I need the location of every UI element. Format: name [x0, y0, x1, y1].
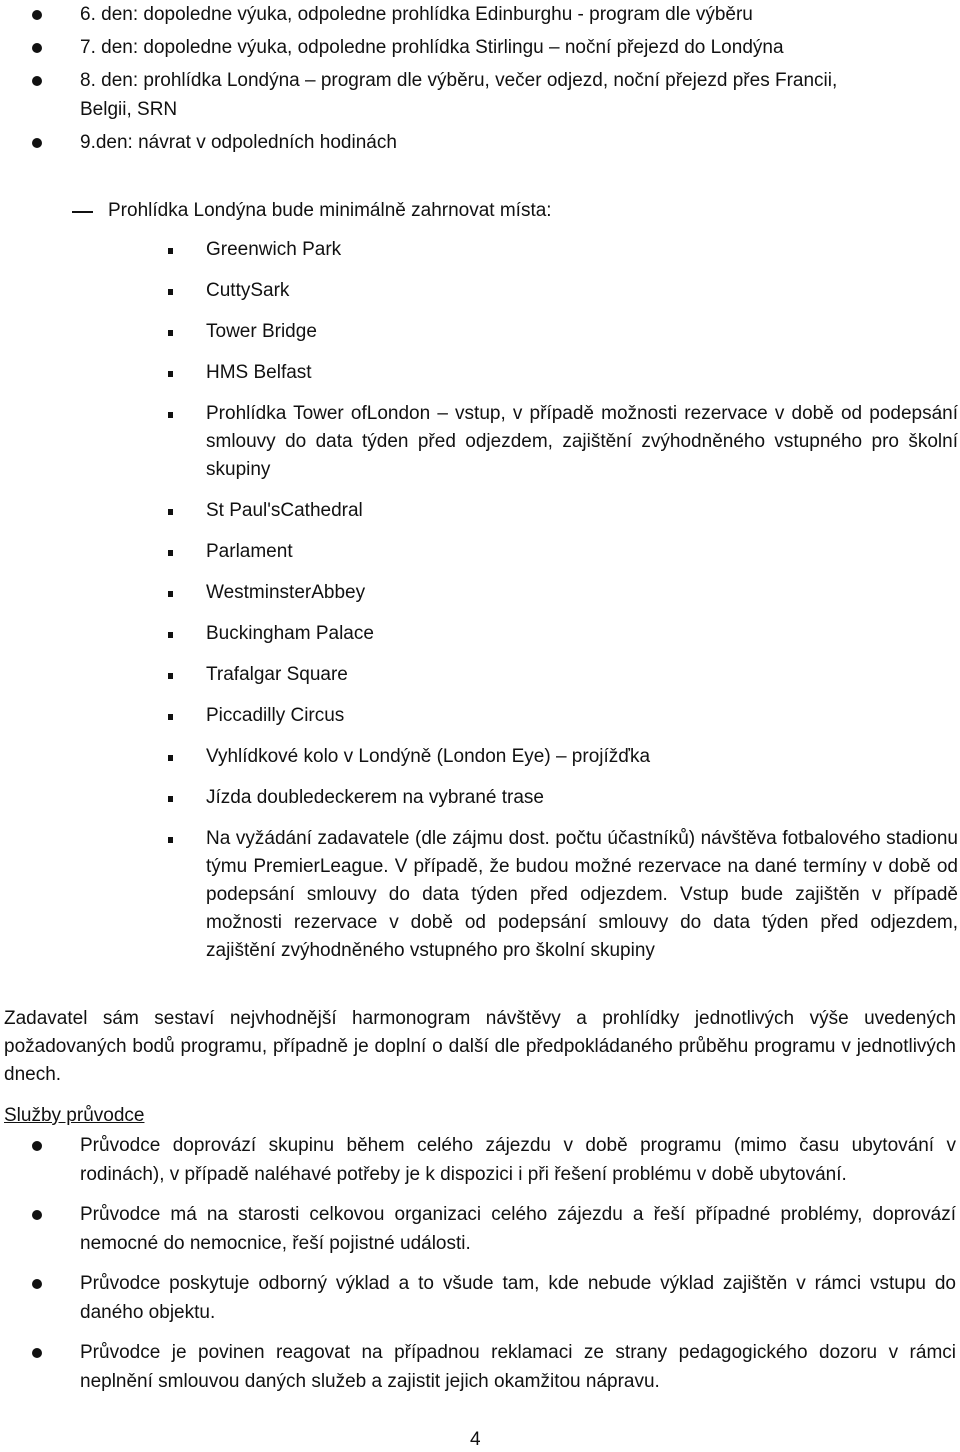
place-text: Jízda doubledeckerem na vybrané trase [206, 787, 544, 808]
square-bullet-icon [168, 673, 173, 679]
bullet-icon [32, 10, 42, 20]
list-item [0, 0, 960, 29]
bullet-icon [32, 1348, 42, 1358]
guide-text: Průvodce má na starosti celkovou organizaci celého zájezdu a řeší případné problémy, doprovází nemocné do nemocnice, řeší pojistné události. [80, 1204, 956, 1254]
list-item [168, 400, 958, 484]
place-text: Na vyžádání zadavatele (dle zájmu dost. počtu účastníků) návštěva fotbalového stadionu týmu PremierLeague. V případě, že budou možné rezervace na dané termíny v době od podepsání smlouvy do data týden před odjezdem. Vstup bude zajištěn v případě možnosti rezervace v době od podepsání smlouvy do data týden před odjezdem, zajištění zvýhodněného vstupného pro školní skupiny [206, 828, 958, 961]
list-item [168, 497, 958, 525]
square-bullet-icon [168, 371, 173, 377]
london-places-list [168, 236, 958, 978]
bullet-icon [32, 138, 42, 148]
guide-section-title: Služby průvodce [4, 1105, 145, 1126]
place-text: Trafalgar Square [206, 664, 348, 685]
list-item [168, 784, 958, 812]
place-text: HMS Belfast [206, 362, 312, 383]
list-item [0, 1200, 960, 1258]
place-text: Tower Bridge [206, 321, 317, 342]
place-text: St Paul'sCathedral [206, 500, 363, 521]
day-text: 8. den: prohlídka Londýna – program dle výběru, večer odjezd, noční přejezd přes Francii, Belgii, SRN [80, 70, 838, 120]
list-item [0, 1338, 960, 1396]
day-program-list [0, 0, 960, 157]
square-bullet-icon [168, 289, 173, 295]
square-bullet-icon [168, 714, 173, 720]
list-item [0, 1269, 960, 1327]
list-item [168, 538, 958, 566]
square-bullet-icon [168, 550, 173, 556]
list-item [168, 236, 958, 264]
guide-text: Průvodce doprovází skupinu během celého zájezdu v době programu (mimo času ubytování v rodinách), v případě naléhavé potřeby je k dispozici i při řešení problému v době ubytování. [80, 1135, 956, 1185]
list-item [168, 318, 958, 346]
list-item [168, 579, 958, 607]
guide-text: Průvodce poskytuje odborný výklad a to všude tam, kde nebude výklad zajištěn v rámci vstupu do daného objektu. [80, 1273, 956, 1323]
bullet-icon [32, 76, 42, 86]
bullet-icon [32, 1279, 42, 1289]
place-text: Buckingham Palace [206, 623, 374, 644]
square-bullet-icon [168, 509, 173, 515]
list-item [0, 128, 960, 157]
square-bullet-icon [168, 837, 173, 843]
place-text: Greenwich Park [206, 239, 342, 260]
list-item [168, 359, 958, 387]
list-item [0, 33, 960, 62]
list-item [168, 620, 958, 648]
square-bullet-icon [168, 755, 173, 761]
list-item [168, 702, 958, 730]
london-intro-text: Prohlídka Londýna bude minimálně zahrnovat místa: [108, 200, 552, 221]
place-text: Prohlídka Tower ofLondon – vstup, v případě možnosti rezervace v době od podepsání smlouvy do data týden před odjezdem, zajištění zvýhodněného vstupného pro školní skupiny [206, 403, 958, 480]
list-item [168, 825, 958, 965]
day-text: 9.den: návrat v odpoledních hodinách [80, 132, 397, 153]
guide-text: Průvodce je povinen reagovat na případnou reklamaci ze strany pedagogického dozoru v rámci neplnění smlouvou daných služeb a zajistit jejich okamžitou nápravu. [80, 1342, 956, 1392]
program-note: Zadavatel sám sestaví nejvhodnější harmonogram návštěvy a prohlídky jednotlivých výše uvedených požadovaných bodů programu, případně je doplní o další dle předpokládaného průběhu programu v jednotlivých dnech. [4, 1008, 956, 1085]
day-text: 7. den: dopoledne výuka, odpoledne prohlídka Stirlingu – noční přejezd do Londýna [80, 37, 784, 58]
square-bullet-icon [168, 412, 173, 418]
list-item [168, 661, 958, 689]
square-bullet-icon [168, 330, 173, 336]
list-item [0, 66, 960, 124]
list-item [168, 277, 958, 305]
square-bullet-icon [168, 796, 173, 802]
square-bullet-icon [168, 248, 173, 254]
place-text: WestminsterAbbey [206, 582, 366, 603]
place-text: CuttySark [206, 280, 290, 301]
list-item [0, 1131, 960, 1189]
place-text: Vyhlídkové kolo v Londýně (London Eye) – projížďka [206, 746, 651, 767]
bullet-icon [32, 1141, 42, 1151]
bullet-icon [32, 43, 42, 53]
square-bullet-icon [168, 632, 173, 638]
page-number: 4 [470, 1429, 481, 1450]
place-text: Parlament [206, 541, 293, 562]
place-text: Piccadilly Circus [206, 705, 345, 726]
square-bullet-icon [168, 591, 173, 597]
list-item [168, 743, 958, 771]
bullet-icon [32, 1210, 42, 1220]
guide-services-list [0, 1131, 960, 1407]
day-text: 6. den: dopoledne výuka, odpoledne prohlídka Edinburghu - program dle výběru [80, 4, 753, 25]
dash-icon [72, 211, 93, 213]
